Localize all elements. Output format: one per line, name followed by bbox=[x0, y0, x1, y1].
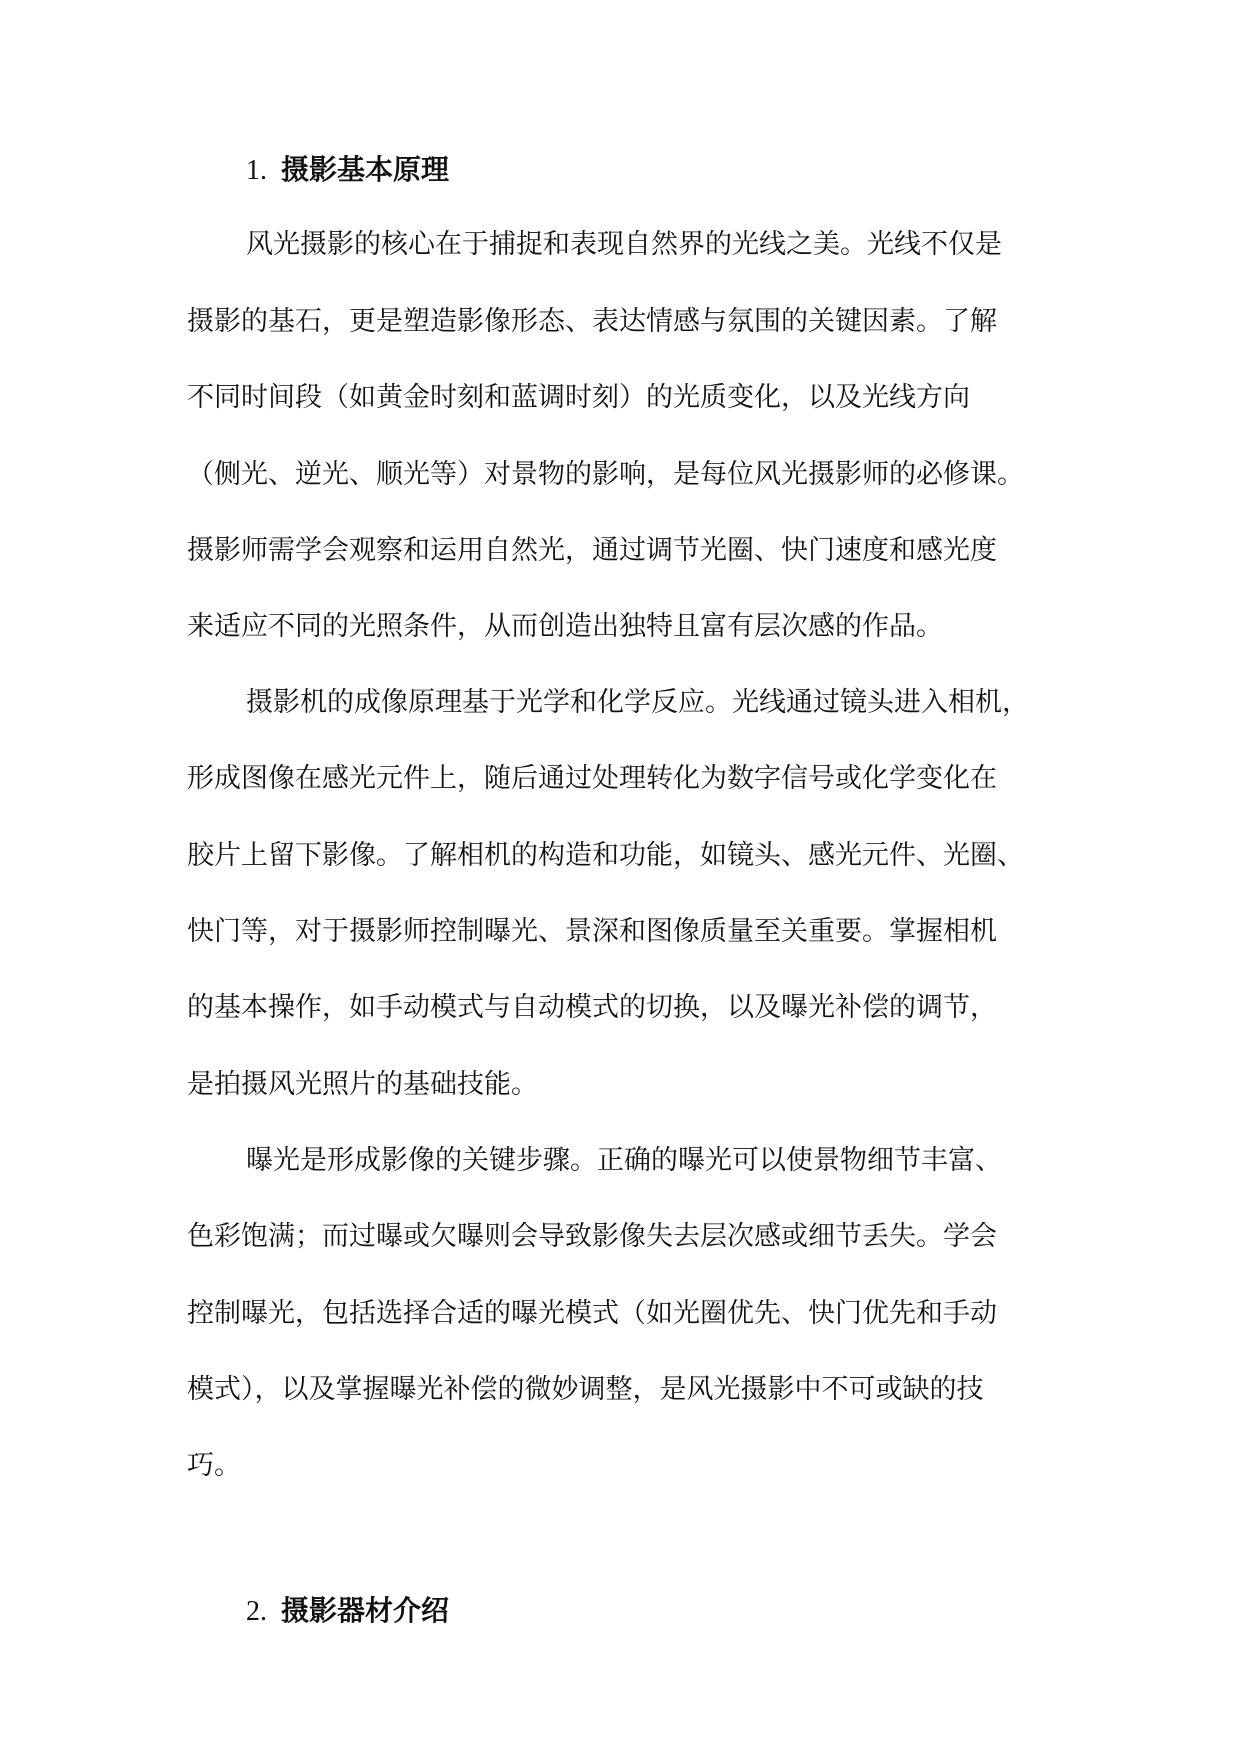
paragraph-line: 曝光是形成影像的关键步骤。正确的曝光可以使景物细节丰富、 bbox=[246, 1145, 1002, 1176]
paragraph-line: 控制曝光，包括选择合适的曝光模式（如光圈优先、快门优先和手动 bbox=[187, 1298, 997, 1329]
section-title: 摄影器材介绍 bbox=[281, 1594, 450, 1627]
section-heading-1 bbox=[246, 150, 449, 191]
paragraph-line: （侧光、逆光、顺光等）对景物的影响，是每位风光摄影师的必修课。 bbox=[187, 459, 1024, 490]
paragraph-line: 的基本操作，如手动模式与自动模式的切换，以及曝光补偿的调节， bbox=[187, 992, 997, 1023]
section-number: 2. bbox=[246, 1596, 267, 1627]
paragraph-line: 是拍摄风光照片的基础技能。 bbox=[187, 1069, 538, 1100]
paragraph-line: 快门等，对于摄影师控制曝光、景深和图像质量至关重要。掌握相机 bbox=[187, 916, 997, 947]
section-title: 摄影基本原理 bbox=[281, 153, 450, 186]
paragraph-line: 模式），以及掌握曝光补偿的微妙调整，是风光摄影中不可或缺的技 bbox=[187, 1374, 984, 1405]
paragraph-line: 摄影的基石，更是塑造影像形态、表达情感与氛围的关键因素。了解 bbox=[187, 306, 997, 337]
paragraph-line: 来适应不同的光照条件，从而创造出独特且富有层次感的作品。 bbox=[187, 611, 943, 642]
paragraph-line: 摄影师需学会观察和运用自然光，通过调节光圈、快门速度和感光度 bbox=[187, 535, 997, 566]
paragraph-line: 色彩饱满；而过曝或欠曝则会导致影像失去层次感或细节丢失。学会 bbox=[187, 1221, 997, 1252]
paragraph-line: 胶片上留下影像。了解相机的构造和功能，如镜头、感光元件、光圈、 bbox=[187, 840, 1024, 871]
section-number: 1. bbox=[246, 155, 267, 186]
paragraph-line: 形成图像在感光元件上，随后通过处理转化为数字信号或化学变化在 bbox=[187, 763, 997, 794]
paragraph-line: 风光摄影的核心在于捕捉和表现自然界的光线之美。光线不仅是 bbox=[246, 229, 1002, 260]
paragraph-line: 巧。 bbox=[187, 1450, 241, 1481]
paragraph-line: 摄影机的成像原理基于光学和化学反应。光线通过镜头进入相机， bbox=[246, 687, 1029, 718]
section-heading-2 bbox=[246, 1591, 449, 1632]
paragraph-line: 不同时间段（如黄金时刻和蓝调时刻）的光质变化，以及光线方向 bbox=[187, 382, 970, 413]
